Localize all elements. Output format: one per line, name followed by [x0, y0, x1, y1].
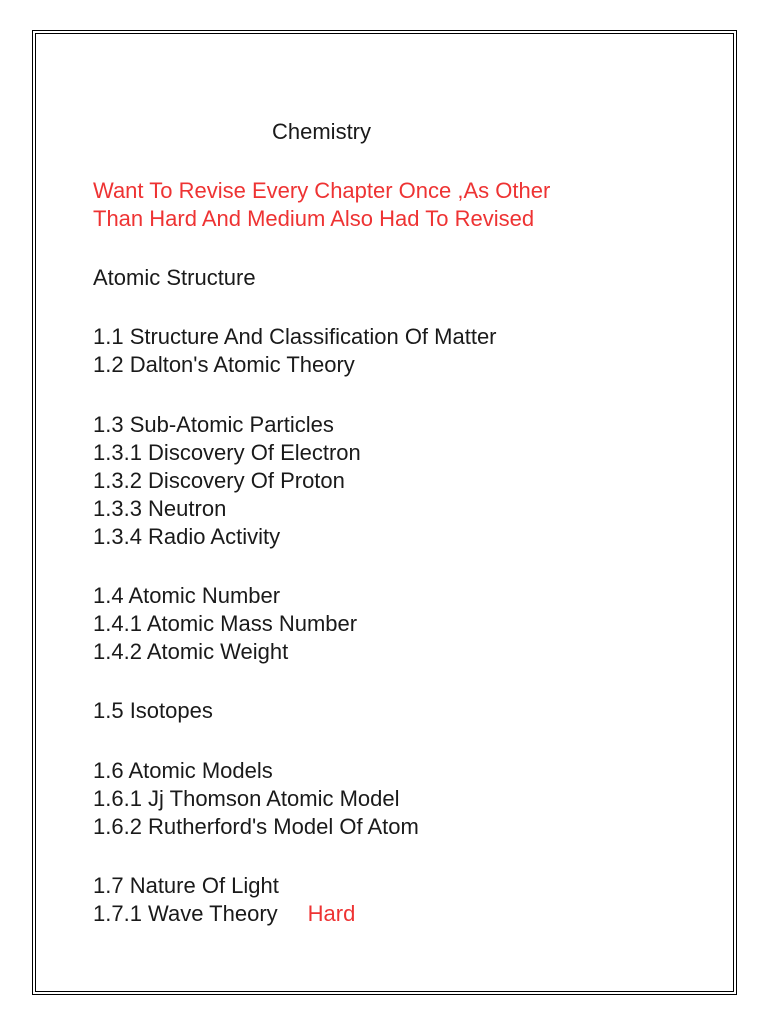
topic-item: 1.6.2 Rutherford's Model Of Atom	[93, 814, 419, 839]
difficulty-tag-hard: Hard	[307, 901, 356, 926]
topic-item: 1.4.2 Atomic Weight	[93, 639, 289, 664]
topic-group-4	[93, 582, 357, 666]
topic-item: 1.1 Structure And Classification Of Matter	[93, 324, 497, 349]
topic-item: 1.3.2 Discovery Of Proton	[93, 468, 345, 493]
topic-item: 1.3 Sub-Atomic Particles	[93, 412, 334, 437]
topic-group-3	[93, 411, 361, 551]
topic-item: 1.6.1 Jj Thomson Atomic Model	[93, 786, 400, 811]
topic-item-label: 1.7.1 Wave Theory	[93, 901, 278, 926]
section-heading: Atomic Structure	[93, 265, 256, 290]
revision-note-line-1: Want To Revise Every Chapter Once ,As Other	[93, 178, 551, 203]
topic-item: 1.4.1 Atomic Mass Number	[93, 611, 358, 636]
topic-item: 1.7 Nature Of Light	[93, 873, 279, 898]
topic-item: 1.6 Atomic Models	[93, 758, 273, 783]
topic-item: 1.4 Atomic Number	[93, 583, 281, 608]
topic-item: 1.3.3 Neutron	[93, 496, 227, 521]
revision-note	[93, 177, 693, 233]
topic-group-6	[93, 757, 419, 841]
topic-group-7	[93, 872, 355, 928]
topic-group-1	[93, 323, 497, 379]
topic-item: 1.5 Isotopes	[93, 698, 213, 723]
document-title: Chemistry	[272, 119, 372, 144]
topic-item-with-tag	[93, 900, 355, 928]
topic-group-5	[93, 697, 213, 725]
topic-item: 1.2 Dalton's Atomic Theory	[93, 352, 355, 377]
topic-item: 1.3.1 Discovery Of Electron	[93, 440, 361, 465]
revision-note-line-2: Than Hard And Medium Also Had To Revised	[93, 206, 535, 231]
topic-item: 1.3.4 Radio Activity	[93, 524, 281, 549]
